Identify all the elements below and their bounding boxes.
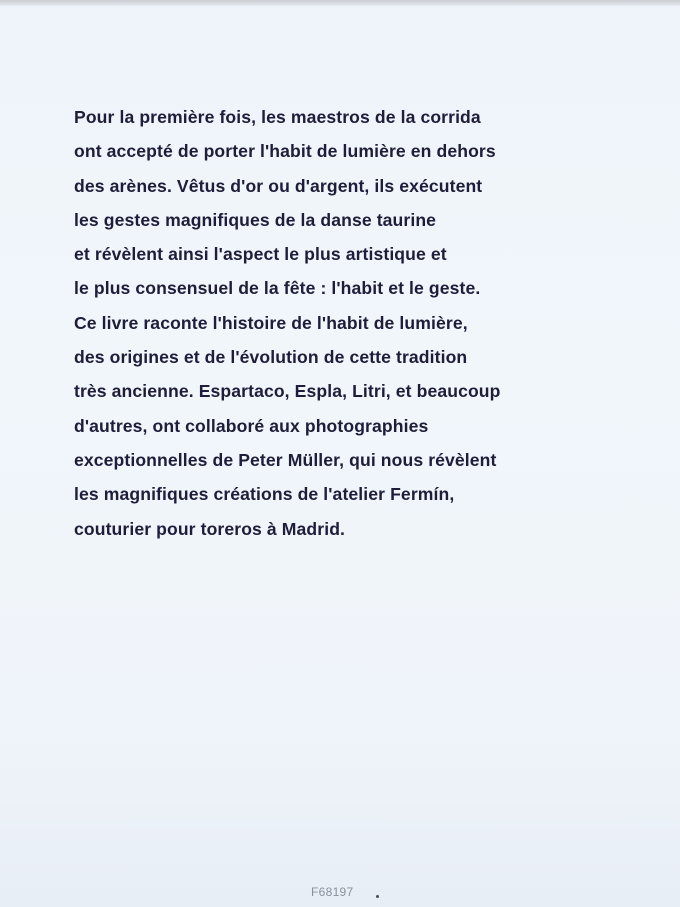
blurb-line: des origines et de l'évolution de cette tradition bbox=[74, 347, 468, 368]
blurb-line: d'autres, ont collaboré aux photographies bbox=[74, 415, 429, 436]
blurb-line: des arènes. Vêtus d'or ou d'argent, ils exécutent bbox=[74, 175, 483, 196]
blurb-line: très ancienne. Espartaco, Espla, Litri, et beaucoup bbox=[74, 381, 501, 402]
blurb-line: couturier pour toreros à Madrid. bbox=[74, 518, 346, 539]
footer-dot-mark bbox=[376, 895, 379, 898]
blurb-line: les magnifiques créations de l'atelier Fermín, bbox=[74, 484, 455, 505]
blurb-line: et révèlent ainsi l'aspect le plus artistique et bbox=[74, 244, 447, 265]
blurb-line: ont accepté de porter l'habit de lumière en dehors bbox=[74, 141, 496, 162]
blurb-line: le plus consensuel de la fête : l'habit et le geste. bbox=[74, 278, 481, 299]
blurb-line: Pour la première fois, les maestros de la corrida bbox=[74, 107, 481, 127]
blurb-line: les gestes magnifiques de la danse taurine bbox=[74, 209, 437, 230]
page-top-edge bbox=[0, 0, 680, 6]
blurb-line: Ce livre raconte l'histoire de l'habit de lumière, bbox=[74, 312, 468, 333]
blurb-text bbox=[74, 100, 634, 546]
blurb-line: exceptionnelles de Peter Müller, qui nous révèlent bbox=[74, 449, 497, 470]
catalog-code: F68197 bbox=[311, 885, 354, 899]
